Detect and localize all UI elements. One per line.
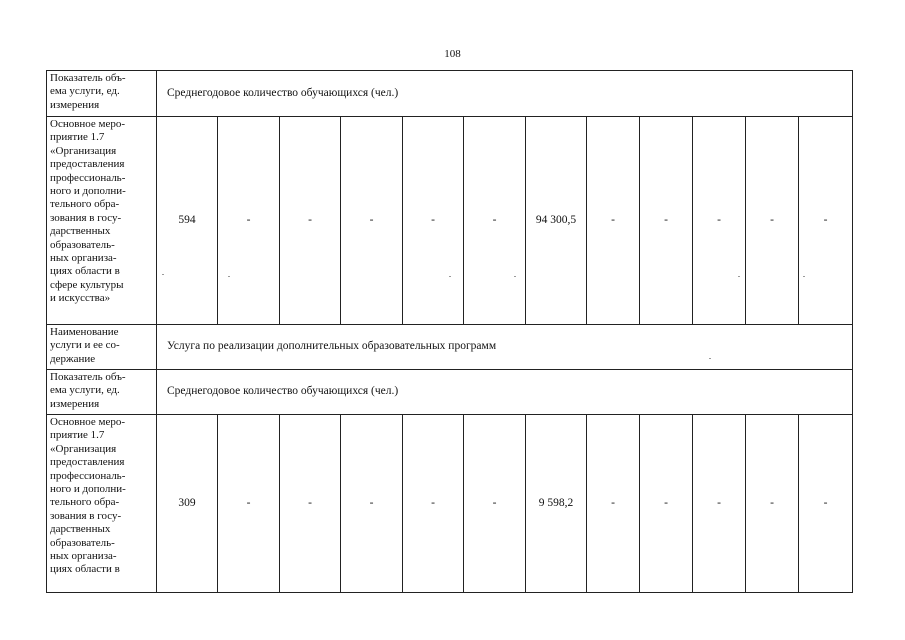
- value-cell: -: [746, 117, 799, 325]
- value-cell: -: [464, 117, 526, 325]
- value-cell: -: [403, 117, 464, 325]
- value-cell: -: [218, 415, 280, 593]
- scan-speck: [514, 276, 516, 277]
- scan-speck: [228, 276, 230, 277]
- row-label-activity: Основное меро- приятие 1.7 «Организация предоставления профессиональ- ного и дополни- тельного обра- зования в госу- дарственных образователь- ных организа- циях области в сфере культуры и искусства»: [47, 117, 157, 325]
- value-cell: -: [218, 117, 280, 325]
- value-cell: -: [587, 117, 640, 325]
- value-cell: -: [693, 117, 746, 325]
- value-cell: 594: [157, 117, 218, 325]
- value-cell: 94 300,5: [526, 117, 587, 325]
- indicator-unit-text: Среднегодовое количество обучающихся (чел.): [157, 71, 853, 117]
- table-row: [47, 325, 853, 370]
- scan-speck: [162, 274, 164, 275]
- service-name-text: Услуга по реализации дополнительных образовательных программ: [157, 325, 853, 370]
- row-label-indicator: Показатель объ- ема услуги, ед. измерения: [47, 370, 157, 415]
- value-cell: -: [799, 415, 853, 593]
- scan-speck: [803, 276, 805, 277]
- value-cell: -: [280, 117, 341, 325]
- row-label-service-name: Наименование услуги и ее со- держание: [47, 325, 157, 370]
- table-row: [47, 117, 853, 325]
- value-cell: -: [640, 415, 693, 593]
- value-cell: -: [693, 415, 746, 593]
- indicator-unit-text: Среднегодовое количество обучающихся (чел.): [157, 370, 853, 415]
- value-cell: 309: [157, 415, 218, 593]
- scan-speck: [709, 358, 711, 359]
- scan-speck: [738, 276, 740, 277]
- value-cell: -: [464, 415, 526, 593]
- page-number: 108: [444, 48, 461, 60]
- row-label-indicator: Показатель объ- ема услуги, ед. измерения: [47, 71, 157, 117]
- value-cell: 9 598,2: [526, 415, 587, 593]
- value-cell: -: [640, 117, 693, 325]
- row-label-activity: Основное меро- приятие 1.7 «Организация предоставления профессиональ- ного и дополни- тельного обра- зования в госу- дарственных образователь- ных организа- циях области в: [47, 415, 157, 593]
- value-cell: -: [341, 117, 403, 325]
- table-row: [47, 71, 853, 117]
- value-cell: -: [280, 415, 341, 593]
- value-cell: -: [341, 415, 403, 593]
- indicators-table: [46, 70, 853, 593]
- value-cell: -: [587, 415, 640, 593]
- value-cell: -: [403, 415, 464, 593]
- table-row: [47, 370, 853, 415]
- scan-speck: [449, 276, 451, 277]
- table-row: [47, 415, 853, 593]
- value-cell: -: [746, 415, 799, 593]
- value-cell: -: [799, 117, 853, 325]
